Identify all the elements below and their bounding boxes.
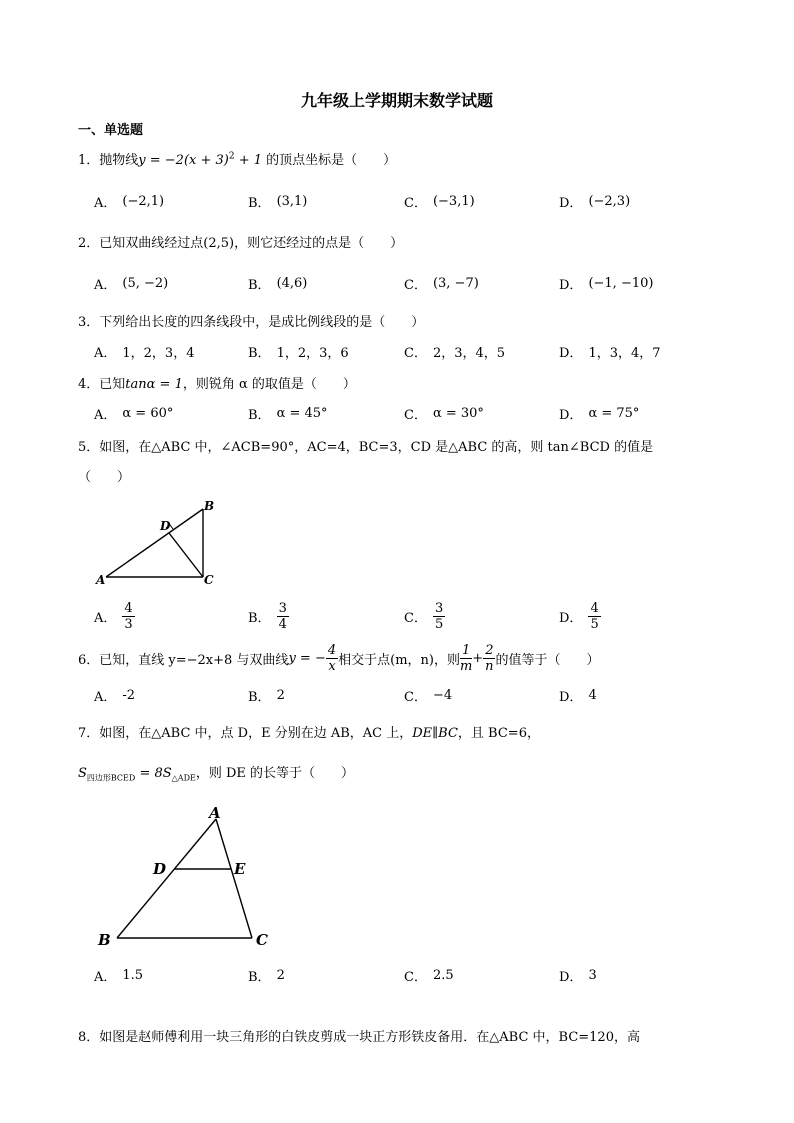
question-6 <box>78 640 600 676</box>
q7-line2-suffix: ，则 DE 的长等于（ ） <box>195 766 355 781</box>
q7-label-b: B <box>98 931 111 949</box>
q7-options <box>94 955 734 995</box>
q6-fraction-1-over-m: $\frac{1}{m}$ <box>459 642 473 674</box>
q5-triangle-figure <box>94 494 224 590</box>
q7-label-e: E <box>234 860 246 878</box>
q7-area-sub2: △ADE <box>171 773 196 783</box>
q4-prefix: 4．已知 <box>78 377 126 392</box>
question-1 <box>78 149 396 168</box>
q3-option-a[interactable]: A． 1，2，3，4 <box>94 345 195 361</box>
q1-option-c[interactable]: C． (−3,1) <box>404 193 475 211</box>
q5-label-a: A <box>96 573 106 587</box>
q7-prefix: 7．如图，在△ABC 中，点 D，E 分别在边 AB，AC 上， <box>78 726 413 741</box>
q4-suffix: ，则锐角 α 的取值是（ ） <box>182 377 356 392</box>
q5-option-a-fraction: $\frac{4}{3}$ <box>124 600 133 632</box>
q6-expression: y = − <box>288 650 326 666</box>
q2-option-b[interactable]: B． (4,6) <box>248 275 308 293</box>
q5-label-c: C <box>204 573 214 587</box>
q6-fraction-2-over-n: $\frac{2}{n}$ <box>485 642 494 674</box>
q4-option-d[interactable]: D． α = 75° <box>559 405 640 423</box>
q6-suffix: 的值等于（ ） <box>495 652 600 668</box>
q4-option-a[interactable]: A． α = 60° <box>94 405 174 423</box>
q5-option-d-fraction: $\frac{4}{5}$ <box>590 600 599 632</box>
q2-prefix: 2．已知双曲线经过点 <box>78 236 204 251</box>
q2-option-c[interactable]: C． (3, −7) <box>404 275 479 293</box>
page-title: 九年级上学期期末数学试题 <box>300 91 493 110</box>
q6-fraction-4-over-x: $\frac{4}{x}$ <box>327 642 337 674</box>
q4-option-c[interactable]: C． α = 30° <box>404 405 484 423</box>
q2-suffix: ，则它还经过的点是（ ） <box>234 236 404 251</box>
q1-option-d[interactable]: D． (−2,3) <box>559 193 631 211</box>
q7-area-eq: = 8S <box>135 766 172 781</box>
q1-expression-tail: + 1 <box>234 153 263 168</box>
question-7-line2 <box>78 762 354 784</box>
q5-label-d: D <box>160 519 171 533</box>
q4-expression: tanα = 1 <box>125 377 183 392</box>
q7-label-d: D <box>153 860 167 878</box>
q2-option-a[interactable]: A． (5, −2) <box>94 275 169 293</box>
q6-option-a[interactable]: A． -2 <box>94 687 136 705</box>
q1-suffix: 的顶点坐标是（ ） <box>262 153 397 168</box>
q7-area-sub1: 四边形BCED <box>86 773 136 783</box>
q2-option-d[interactable]: D． (−1, −10) <box>559 275 654 293</box>
q3-option-d[interactable]: D． 1，3，4，7 <box>559 345 661 361</box>
q6-prefix: 6．已知，直线 y=−2x+8 与双曲线 <box>78 652 289 668</box>
q5-label-b: B <box>204 499 215 513</box>
question-2 <box>78 232 403 251</box>
section-heading: 一、单选题 <box>78 123 144 138</box>
q1-option-a[interactable]: A． (−2,1) <box>94 193 165 211</box>
question-8: 8．如图是赵师傅利用一块三角形的白铁皮剪成一块正方形铁皮备用．在△ABC 中，BC=120，高 <box>78 1030 640 1045</box>
q7-parallel-expression: DE∥BC <box>412 726 458 741</box>
q7-option-b[interactable]: B． 2 <box>248 967 285 985</box>
q3-option-b[interactable]: B． 1，2，3，6 <box>248 345 349 361</box>
q5-option-c-fraction: $\frac{3}{5}$ <box>434 600 444 632</box>
q5-option-c[interactable]: C． $\frac{3}{5}$ <box>404 600 444 632</box>
q1-expression: y = −2(x + 3) <box>138 153 229 168</box>
q7-suffix: ，且 BC=6， <box>457 726 540 741</box>
q7-label-a: A <box>209 804 221 822</box>
question-5: 5．如图，在△ABC 中，∠ACB=90°，AC=4，BC=3，CD 是△ABC 的高，则 tan∠BCD 的值是 <box>78 440 654 455</box>
q4-options <box>94 393 734 433</box>
question-4 <box>78 373 356 392</box>
q3-options <box>94 331 734 371</box>
q1-exponent: 2 <box>228 151 235 162</box>
q5-options <box>94 596 734 636</box>
q6-options <box>94 675 734 715</box>
q5-side-ab <box>106 509 203 577</box>
q7-option-d[interactable]: D． 3 <box>559 967 597 985</box>
q2-options <box>94 263 734 303</box>
q1-option-b[interactable]: B． (3,1) <box>248 193 308 211</box>
q7-option-a[interactable]: A． 1.5 <box>94 967 144 985</box>
q7-area-s: S <box>78 766 87 781</box>
q6-middle: 相交于点(m，n)，则 <box>338 652 460 668</box>
q5-altitude-cd <box>169 533 203 577</box>
q1-prefix: 1．抛物线 <box>78 153 139 168</box>
q6-option-b[interactable]: B． 2 <box>248 687 285 705</box>
q7-option-c[interactable]: C． 2.5 <box>404 967 454 985</box>
q5-option-a[interactable]: A． $\frac{4}{3}$ <box>94 600 133 632</box>
q5-option-b[interactable]: B． $\frac{3}{4}$ <box>248 600 287 632</box>
q6-plus: + <box>472 650 484 666</box>
q7-side-ac <box>216 819 252 938</box>
q4-option-b[interactable]: B． α = 45° <box>248 405 328 423</box>
question-3: 3．下列给出长度的四条线段中，是成比例线段的是（ ） <box>78 315 425 330</box>
q7-label-c: C <box>256 931 268 949</box>
q7-triangle-figure <box>90 800 280 955</box>
question-7 <box>78 722 540 741</box>
q1-options <box>94 181 734 221</box>
q3-option-c[interactable]: C． 2，3，4，5 <box>404 345 506 361</box>
q5-option-b-fraction: $\frac{3}{4}$ <box>278 600 287 632</box>
q6-option-c[interactable]: C． −4 <box>404 687 453 705</box>
q2-point: (2,5) <box>203 236 235 251</box>
q5-option-d[interactable]: D． $\frac{4}{5}$ <box>559 600 599 632</box>
q7-side-ab <box>117 819 216 938</box>
question-5-line2: （ ） <box>78 470 131 485</box>
q6-option-d[interactable]: D． 4 <box>559 687 597 705</box>
